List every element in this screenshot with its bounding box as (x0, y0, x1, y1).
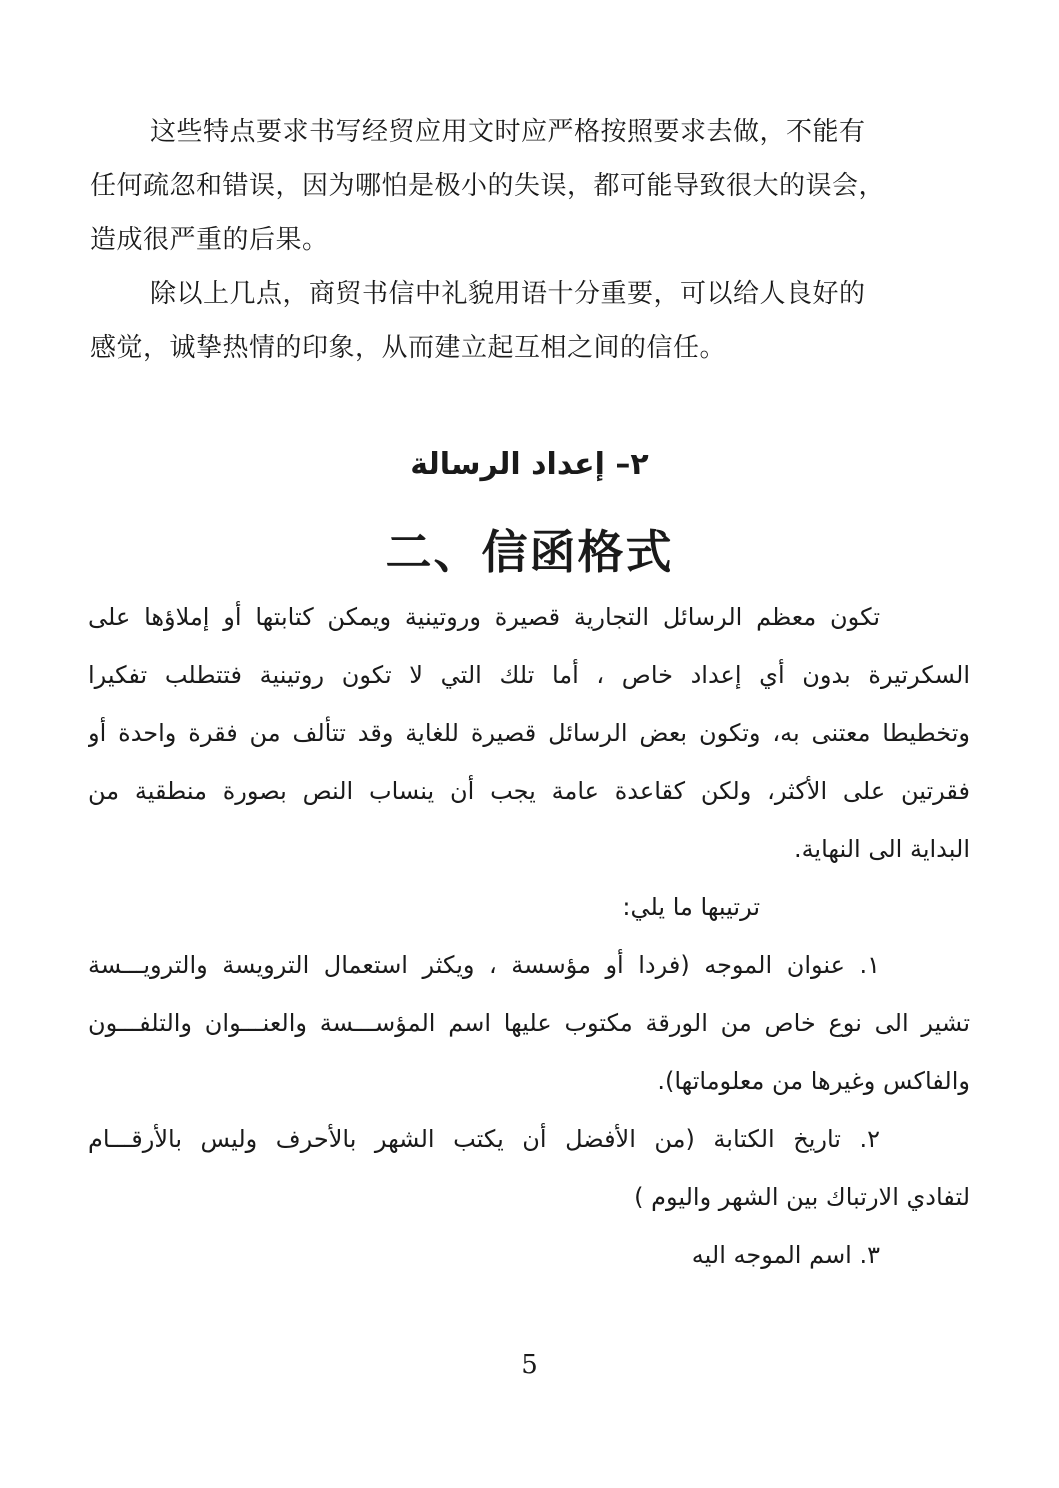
chinese-paragraph-2-line-2: 感觉，诚挚热情的印象，从而建立起互相之间的信任。 (90, 333, 727, 363)
arabic-item-2-line-2: لتفادي الارتباك بين الشهر واليوم ) (634, 1183, 970, 1211)
arabic-item-1-line-1: ١. عنوان الموجه (فردا أو مؤسسة ، ويكثر استعمال الترويسة والترويـــسة (88, 951, 880, 979)
arabic-order-label: ترتيبها ما يلي: (622, 893, 760, 921)
arabic-item-2-line-1: ٢. تاريخ الكتابة (من الأفضل أن يكتب الشهر بالأحرف وليس بالأرقـــام (88, 1125, 880, 1153)
arabic-intro-line-2: السكرتيرة بدون أي إعداد خاص ، أما تلك التي لا تكون روتينية فتتطلب تفكيرا (88, 661, 970, 689)
arabic-intro-line-1: تكون معظم الرسائل التجارية قصيرة وروتينية ويمكن كتابتها أو إملاؤها على (88, 603, 880, 631)
chinese-paragraph-1-line-2: 任何疏忽和错误，因为哪怕是极小的失误，都可能导致很大的误会， (90, 171, 886, 201)
arabic-intro-line-4: فقرتين على الأكثر، ولكن كقاعدة عامة يجب أن ينساب النص بصورة منطقية من (88, 777, 970, 805)
chinese-paragraph-2-line-1: 除以上几点，商贸书信中礼貌用语十分重要，可以给人良好的 (150, 279, 866, 309)
page-number: 5 (521, 1350, 538, 1380)
arabic-item-1-line-2: تشير الى نوع خاص من الورقة مكتوب عليها اسم المؤســـسة والعنـــوان والتلفـــون (88, 1009, 970, 1037)
chinese-section-heading: 二、信函格式 (385, 525, 674, 579)
chinese-paragraph-1-line-3: 造成很严重的后果。 (90, 225, 329, 255)
arabic-text-block (88, 592, 970, 1288)
arabic-section-heading: ٢– إعداد الرسالة (410, 447, 649, 482)
arabic-intro-line-3: وتخطيطا معتنى به، وتكون بعض الرسائل قصيرة للغاية وقد تتألف من فقرة واحدة أو (88, 719, 970, 747)
arabic-intro-line-5: البداية الى النهاية. (793, 835, 970, 863)
chinese-text-block (90, 112, 960, 382)
arabic-item-1-line-3: والفاكس وغيرها من معلوماتها). (657, 1067, 970, 1095)
arabic-item-3: ٣. اسم الموجه اليه (691, 1241, 880, 1269)
chinese-paragraph-1-line-1: 这些特点要求书写经贸应用文时应严格按照要求去做，不能有 (150, 117, 866, 147)
